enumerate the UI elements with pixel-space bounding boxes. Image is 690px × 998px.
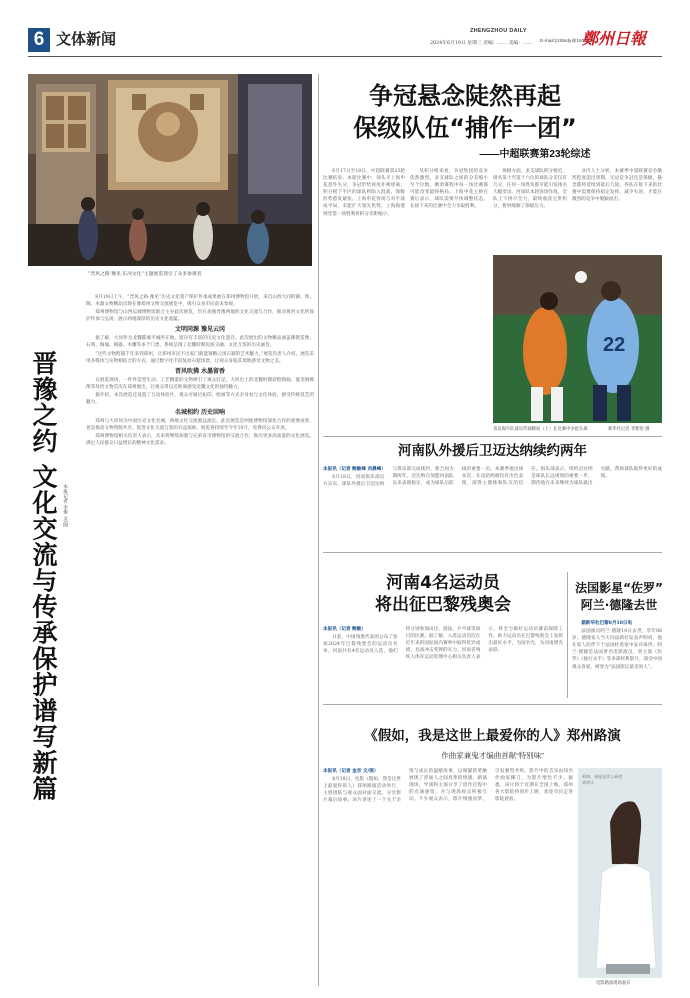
film-headline-2: 阿兰·德隆去世 (580, 598, 658, 612)
singer-portrait-image (578, 768, 662, 978)
top-col-4-text: 业内人士分析，本赛季中超联赛竞争激烈程度超出预期，无论是争冠还是保级，悬念都将延续到最后几轮。各队在接下来的比赛中需要保持稳定发挥，减少失误，才能在激烈的竞争中脱颖而出。 (572, 169, 662, 203)
top-column-2 (410, 168, 488, 428)
olympic-body (323, 626, 563, 698)
concert-byline: 本报讯（记者 金京 文/图） (323, 769, 379, 774)
top-column-4 (572, 168, 662, 250)
left-body-2b: 据介绍，本次展览还设置了互动体验区，观众可通过拓印、绘画等方式亲身参与文化体验，感受传统技艺的魅力。 (86, 392, 314, 406)
film-headline-1: 法国影星“佐罗” (575, 581, 663, 595)
top-col-2-text: 从积分榜来看，争冠集团的竞争依然激烈，多支球队之间的分差缩小至个位数，剩余赛程中每一场比赛都可能改变最终格局。上海申花主帅在赛后表示，球队需要尽快调整状态，在接下来的比赛中全力争取胜利。 (410, 169, 488, 210)
left-intro: 8月19日上午，“晋风之路·豫见”历史文化遗产保护传承成果展在郑州博物馆开展，来自山西大同的铜、铁、陶、木器文物精品出现在豫郑州文物交流展览中，吸引众多市民前来参观。 (86, 295, 314, 308)
top-col-1-text: 6月17日至18日，中超联赛第23轮比赛结束。本轮比赛中，领头羊上海申花意外失分，争冠形势再度扑朔迷离；积分榜下半区的球队则陷入混战，保级形势愈发紧张。上海申花客场与对手战成平局，未能扩大领先优势，上海海港则凭借一场胜利将积分差距缩小。 (323, 169, 405, 217)
contact-line: E-mail:zzrbsdy@163.com (540, 39, 595, 44)
masthead-rule (28, 56, 662, 57)
top-headline-2: 保级队伍“捕作一团” (353, 114, 577, 142)
left-subhead-3: 名城相约 历史回响 (174, 409, 226, 417)
left-body-3: 郑州与大同同为中国历史文化名城，两地文化交流源远流长。此次展览是两地博物馆深化合作的重要成果，也是推动文物资源共享、促进文化交流互鉴的有益探索。展览将持续至今年10月，免费向公众开放。 (86, 419, 314, 432)
exhibition-hall-image (28, 74, 312, 266)
henan-byline: 本报讯（记者 鲍敏峰 刘晨峰） (323, 467, 386, 472)
left-body-3b: 郑州博物馆相关负责人表示，未来将继续加强与兄弟省市博物馆的交流合作，推出更多高质量的文化展览，满足人民群众日益增长的精神文化需求。 (86, 434, 314, 447)
film-body (572, 620, 662, 698)
exhibition-photo-caption: “晋风之路·豫见·东河文化”主题展览现引了众多参观者 (88, 272, 202, 277)
henan-body (323, 466, 662, 546)
newspaper-logo: 鄭州日報 (582, 29, 647, 48)
left-intro-2: 郑州博物馆与山西运城博物馆联合主办此次展览，旨在加强晋豫两地的文化交流与合作，推动黄河文化的保护传承与弘扬，展示两地深厚的历史文化底蕴。 (86, 310, 314, 323)
henan-story-rule (323, 552, 662, 553)
top-column-3 (493, 168, 567, 250)
film-story-rule (323, 704, 662, 705)
page-number: 6 (28, 28, 50, 52)
film-body-text: 法国演员阿兰·德隆18日去世，享年88岁。德隆家人当天向法新社发表声明说，他在家人陪伴下于法国杜希家中安详离世。阿兰·德隆是法国著名电影演员，曾主演《佐罗》《独行杀手》等多部经典影片，深受中国观众喜爱，被誉为“法国影坛最美男人”。 (572, 629, 662, 670)
left-column-divider (318, 74, 319, 986)
date-line: 2024年6月19日 星期三 责编：…… 美编：…… (430, 41, 533, 46)
left-subhead-2: 晋风吹拂 水墨留香 (174, 367, 226, 375)
football-photo (493, 255, 662, 423)
left-byline: 本报记者 李俊 文/图 (62, 484, 67, 528)
left-body-2: 在展览现场，一件件造型生动、工艺精湛的文物吸引了观众驻足。大同出土的北魏时期彩绘陶俑、鎏金铜佛像等珍贵文物首次在郑州展出，让观众得以近距离感受北魏文化的独特魅力。 (86, 377, 314, 390)
henan-headline: 河南队外援后卫迈达纳续约两年 (398, 443, 587, 459)
concert-headline: 《假如，我是这世上最爱你的人》郑州路演 (364, 728, 621, 744)
english-name: ZHENGZHOU DAILY (470, 28, 527, 34)
football-match-image (493, 255, 662, 423)
left-body-1: 据了解，大同作为北魏都城平城所在地，留存有丰富的历史文化遗存。此次展出的文物精品涵盖佛教造像、石刻、陶俑、铜器、木雕等多个门类，系统呈现了北魏时期民族交融、文化互鉴的历史画卷。 (86, 336, 314, 349)
concert-photo-caption: 电影路演现场嘉宾 (596, 981, 631, 986)
left-headline: 晋豫之约 文化交流与传承保护谱写新篇 (29, 350, 58, 802)
concert-body (323, 768, 573, 986)
olympic-film-divider (567, 572, 568, 698)
concert-subhead: 作曲家兼鬼才编曲首献“特别味” (441, 751, 544, 760)
concert-body-text: 8月18日，电影《假如，我是这世上最爱你的人》郑州路演活动举行，主创团队与观众面对面交流，分享影片幕后故事。该片讲述了一个关于亲情与成长的温暖故事，以细腻的笔触展现了普通人之间真挚的情感。路演现场，导演和主演分享了创作过程中的点滴感悟，并与现场观众积极互动。不少观众表示，影片情感真挚，引发强烈共鸣。影片中的音乐由知名作曲家操刀，为影片增色不少。据悉，该片将于近期在全国上映，郑州各大影院将同步上映，欢迎市民走进影院观看。 (323, 769, 573, 804)
concert-poster-title: 假如，我是这世上最爱你的人 (582, 774, 622, 785)
section-title: 文体新闻 (56, 31, 117, 48)
left-article-body (86, 294, 314, 984)
football-photo-caption-left: 青岛海牛队球员传球瞬间（上）在比赛中争抢头球 (493, 427, 588, 432)
olympic-body-text: 日前，中国残奥代表团公布了参加2024年巴黎残奥会的运动员名单，河南共有4名运动员入选，他们将分别参加田径、游泳、乒乓球等项目的比赛。据了解，入选运动员均在近年来的国际国内赛事中取得优异成绩，具备冲击奖牌的实力。河南省残疾人体育运动管理中心相关负责人表示，将全力做好运动员赛前保障工作，助力运动员在巴黎残奥会上发挥出最好水平，为国争光，为河南增光添彩。 (323, 627, 563, 661)
left-body-1b: “这些文物跨越千年来到郑州，让郑州市民不出家门就能领略云冈石窟的艺术魅力。”展览负责人介绍，展览采用多媒体与实物相结合的方式，通过数字化手段复原石窟场景，让观众身临其境地感受文物之美。 (86, 351, 314, 364)
svg-text:22: 22 (603, 334, 626, 356)
olympic-byline: 本报讯（记者 鲍敏） (323, 627, 366, 632)
top-column-1 (323, 168, 405, 428)
masthead (0, 28, 690, 70)
top-story-rule (323, 436, 662, 437)
olympic-headline-1: 河南4名运动员 (386, 573, 500, 593)
top-subhead: ——中超联赛第23轮综述 (479, 149, 591, 160)
henan-body-text: 6月18日，河南俱乐部官方宣布，球队外援后卫迈达纳与俱乐部完成续约，新合同为期两年。迈达纳自加盟河南队以来表现稳定，成为球队后防线的重要一员。本赛季他出场多次，在攻防两端均有出色表现，深得主教练和队友的信任。俱乐部表示，续约迈达纳是球队长远规划的重要一步，期待他在未来继续为球队做出贡献，帮助球队取得更好的成绩。 (323, 467, 662, 488)
concert-poster (578, 768, 662, 978)
exhibition-photo (28, 74, 312, 266)
olympic-headline-2: 将出征巴黎残奥会 (375, 595, 511, 615)
film-byline: 据新华社巴黎8月18日电 (581, 621, 633, 626)
left-subhead-1: 文明同源 豫见云冈 (174, 326, 226, 334)
football-photo-caption-right: 新华社记者 李紫恒 摄 (608, 427, 650, 432)
top-headline-1: 争冠悬念陡然再起 (369, 82, 561, 110)
top-col-3-text: 保级方面，多支球队积分接近，排名第十至第十六位的球队分差仅有几分，任何一场胜负都可能引发排名大幅变动。河南队本轮客场作战，全队上下拼尽全力，最终收获宝贵积分，暂时缓解了保级压力。 (493, 169, 567, 210)
